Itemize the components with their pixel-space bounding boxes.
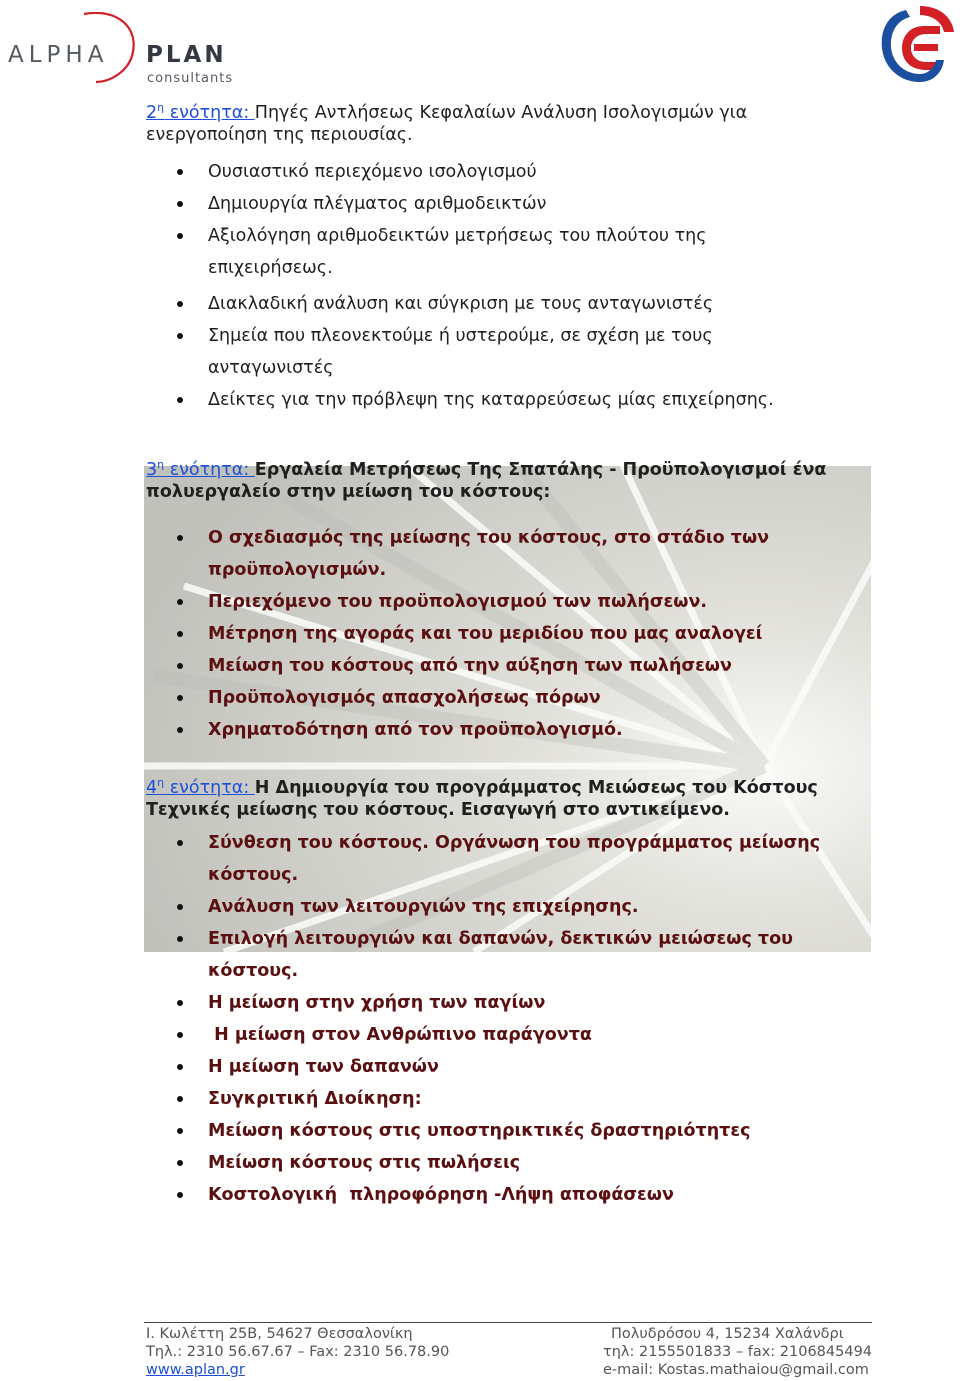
list-item: Περιεχόμενο του προϋπολογισμού των πωλήσεων.	[146, 586, 866, 618]
bullet-icon	[177, 233, 183, 239]
section-4-title: Η Δημιουργία του προγράμματος Μειώσεως του Κόστους Τεχνικές μείωσης του κόστους. Εισαγωγή στο αντικείμενο.	[146, 778, 818, 820]
list-item: Σύνθεση του κόστους. Οργάνωση του προγράμματος μείωσης κόστους.	[146, 827, 866, 891]
list-item: Χρηματοδότηση από τον προϋπολογισμό.	[146, 714, 866, 746]
logo-word-alpha: ALPHA	[8, 42, 109, 68]
bullet-icon	[177, 333, 183, 339]
section-2-label: $2^\eta$ ενότητα:	[146, 101, 255, 123]
footer-divider	[144, 1322, 872, 1323]
list-item: Ουσιαστικό περιεχόμενο ισολογισμού	[146, 156, 866, 188]
bullet-icon	[177, 1000, 183, 1006]
list-item: Η μείωση των δαπανών	[146, 1051, 866, 1083]
list-item: Μείωση κόστους στις πωλήσεις	[146, 1147, 866, 1179]
list-item: Μείωση κόστους στις υποστηρικτικές δραστηριότητες	[146, 1115, 866, 1147]
section-3-heading	[146, 454, 846, 503]
section-3-label: $3^\eta$ ενότητα:	[146, 458, 255, 480]
list-item: Δημιουργία πλέγματος αριθμοδεικτών	[146, 188, 866, 220]
section-3-list	[146, 522, 866, 746]
bullet-icon	[177, 663, 183, 669]
section-2-heading	[146, 97, 846, 146]
list-item: Δείκτες για την πρόβλεψη της καταρρεύσεως μίας επιχείρησης.	[146, 384, 866, 416]
list-item: Επιλογή λειτουργιών και δαπανών, δεκτικών μειώσεως του κόστους.	[146, 923, 866, 987]
list-item: Μείωση του κόστους από την αύξηση των πωλήσεων	[146, 650, 866, 682]
bullet-icon	[177, 1160, 183, 1166]
list-item: Ανάλυση των λειτουργιών της επιχείρησης.	[146, 891, 866, 923]
section-3-title: Εργαλεία Μετρήσεως Της Σπατάλης - Προϋπολογισμοί ένα πολυεργαλείο στην μείωση του κόστους:	[146, 460, 827, 502]
section-4	[146, 772, 846, 821]
list-item: Σημεία που πλεονεκτούμε ή υστερούμε, σε σχέση με τους ανταγωνιστές	[146, 320, 866, 384]
list-item: Προϋπολογισμός απασχολήσεως πόρων	[146, 682, 866, 714]
bullet-icon	[177, 599, 183, 605]
bullet-icon	[177, 1064, 183, 1070]
bullet-icon	[177, 727, 183, 733]
bullet-icon	[177, 1128, 183, 1134]
footer-left-address: Ι. Κωλέττη 25Β, 54627 Θεσσαλονίκη	[146, 1326, 413, 1342]
list-item: Συγκριτική Διοίκηση:	[146, 1083, 866, 1115]
bullet-icon	[177, 301, 183, 307]
ce-logo-icon	[880, 4, 956, 86]
bullet-icon	[177, 169, 183, 175]
footer-right-contact	[603, 1325, 872, 1379]
bullet-icon	[177, 936, 183, 942]
section-4-heading	[146, 772, 846, 821]
list-item: Αξιολόγηση αριθμοδεικτών μετρήσεως του πλούτου της επιχειρήσεως.	[146, 220, 866, 284]
alpha-plan-logo	[6, 12, 234, 86]
footer-left-phones: Τηλ.: 2310 56.67.67 – Fax: 2310 56.78.90	[146, 1344, 450, 1360]
list-item: Η μείωση στον Ανθρώπινο παράγοντα	[146, 1019, 866, 1051]
section-4-label: $4^\eta$ ενότητα:	[146, 776, 255, 798]
logo-word-plan: PLAN	[146, 42, 227, 68]
bullet-icon	[177, 201, 183, 207]
website-link[interactable]: www.aplan.gr	[146, 1362, 245, 1378]
bullet-icon	[177, 695, 183, 701]
list-item: Η μείωση στην χρήση των παγίων	[146, 987, 866, 1019]
bullet-icon	[177, 1032, 183, 1038]
footer-right-address: Πολυδρόσου 4, 15234 Χαλάνδρι	[611, 1326, 844, 1342]
section-4-list	[146, 827, 866, 1211]
list-item: Μέτρηση της αγοράς και του μεριδίου που μας αναλογεί	[146, 618, 866, 650]
footer-left-contact	[146, 1325, 449, 1379]
logo-subtitle: consultants	[147, 71, 234, 86]
bullet-icon	[177, 1096, 183, 1102]
bullet-icon	[177, 535, 183, 541]
section-2	[146, 97, 846, 146]
bullet-icon	[177, 1192, 183, 1198]
footer-right-phones: τηλ: 2155501833 – fax: 2106845494	[603, 1344, 873, 1360]
list-item: Ο σχεδιασμός της μείωσης του κόστους, στο στάδιο των προϋπολογισμών.	[146, 522, 866, 586]
list-item: Διακλαδική ανάλυση και σύγκριση με τους ανταγωνιστές	[146, 288, 866, 320]
section-3	[146, 454, 846, 503]
footer-right-email[interactable]: e-mail: Kostas.mathaiou@gmail.com	[603, 1362, 869, 1378]
section-2-title: Πηγές Αντλήσεως Κεφαλαίων Ανάλυση Ισολογισμών για ενεργοποίηση της περιουσίας.	[146, 103, 748, 145]
section-2-list	[146, 156, 866, 416]
bullet-icon	[177, 631, 183, 637]
bullet-icon	[177, 904, 183, 910]
bullet-icon	[177, 397, 183, 403]
bullet-icon	[177, 840, 183, 846]
list-item: Κοστολογική πληροφόρηση -Λήψη αποφάσεων	[146, 1179, 866, 1211]
